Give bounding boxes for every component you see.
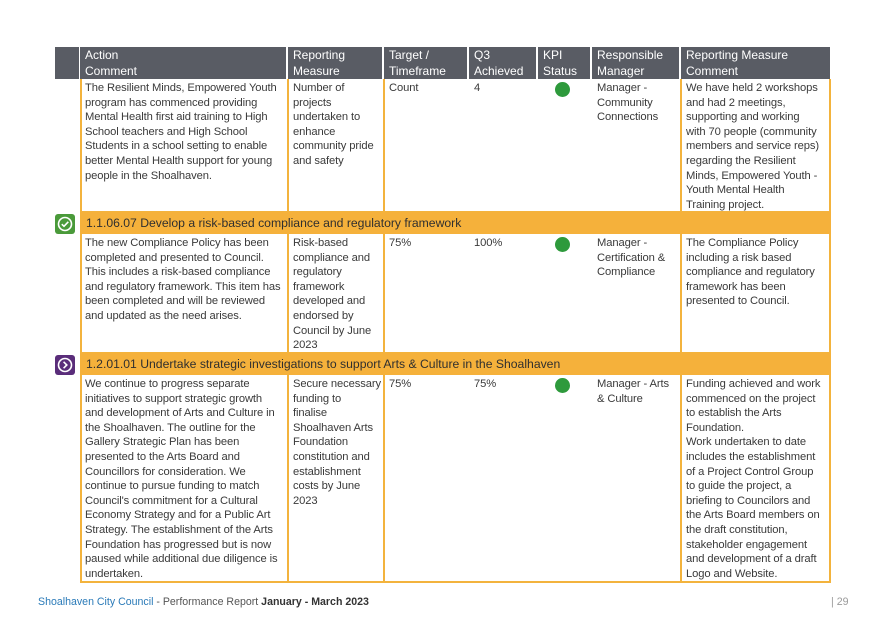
header-action-comment: Action Comment [80, 47, 288, 79]
status-green-indicator [555, 82, 570, 97]
page-footer [38, 596, 369, 608]
row1-target: Count [389, 82, 419, 94]
row1-comment: The Resilient Minds, Empowered Youth program has commenced providing Mental Health first aid training to High School teachers and High School Students in a school setting to enable better Mental Health support for young people in the Shoalhaven. [85, 82, 277, 182]
row2-comment: The new Compliance Policy has been completed and presented to Council. This includes a risk-based compliance and regulatory framework. This item has been completed and will be reviewed and updated as the need arises. [85, 237, 281, 322]
page-number: | 29 [831, 596, 849, 608]
header-responsible-manager: Responsible Manager [592, 47, 681, 79]
column-divider [287, 375, 289, 583]
header-target: Target / Timeframe [384, 47, 469, 79]
row1-manager: Manager - Community Connections [597, 82, 659, 124]
header-reporting-measure: Reporting Measure [288, 47, 384, 79]
column-divider [287, 79, 289, 213]
column-divider [383, 234, 385, 354]
column-divider [680, 375, 682, 583]
row1-measure: Number of projects undertaken to enhance community pride and safety [293, 82, 374, 167]
header-kpi-status: KPI Status [538, 47, 592, 79]
row2-measure: Risk-based compliance and regulatory framework developed and endorsed by Council by June 2023 [293, 237, 372, 352]
row2-manager: Manager - Certification & Compliance [597, 237, 666, 279]
status-green-indicator [555, 378, 570, 393]
status-green-indicator [555, 237, 570, 252]
row1-achieved: 4 [474, 82, 481, 94]
column-divider [680, 79, 682, 213]
table-header [80, 47, 830, 79]
section-title: 1.1.06.07 Develop a risk-based compliance and regulatory framework [80, 212, 831, 234]
column-divider [287, 234, 289, 354]
header-q3-achieved: Q3 Achieved [469, 47, 538, 79]
row3-measure: Secure necessary funding to finalise Shoalhaven Arts Foundation constitution and establishment costs by June 2023 [293, 378, 381, 507]
chevron-right-circle-icon [55, 355, 75, 375]
check-circle-icon [55, 214, 75, 234]
header-rm-comment: Reporting Measure Comment [686, 48, 789, 78]
row2-target: 75% [389, 237, 412, 249]
row2-achieved: 100% [474, 237, 503, 249]
row3-rm-comment: Funding achieved and work commenced on the project to establish the Arts Foundation. Work undertaken to date includes the establishment of a Project Control Group to guide the project, a briefing to Councilors and the Arts Board members on the draft constitution, stakeholder engagement and development of a draft Logo and Website. [686, 378, 821, 580]
row3-target: 75% [389, 378, 412, 390]
row2-rm-comment: The Compliance Policy including a risk based compliance and regulatory framework has been presented to Council. [686, 237, 815, 308]
column-divider [383, 79, 385, 213]
row3-comment: We continue to progress separate initiatives to support strategic growth and development of Arts and Culture in the Shoalhaven. The outline for the Gallery Strategic Plan has been presented to the Arts Board and Councillors for consideration. We continue to pursue funding to match Council's commitment for a Cultural Economy Strategy and for a Public Art Strategy. The establishment of the Arts Foundation has progressed but is now paused while additional due diligence is undertaken. [85, 378, 278, 580]
column-divider [383, 375, 385, 583]
row3-manager: Manager - Arts & Culture [597, 378, 669, 405]
row3-achieved: 75% [474, 378, 497, 390]
row1-rm-comment: We have held 2 workshops and had 2 meetings, supporting and working with 70 people (community members and service reps) regarding the Resilient Minds, Empowered Youth - Youth Mental Health Training project. [686, 82, 820, 211]
column-divider [680, 234, 682, 354]
footer-org: Shoalhaven City Council [38, 596, 154, 608]
header-stub [55, 47, 79, 79]
footer-period: January - March 2023 [261, 596, 369, 608]
section-title: 1.2.01.01 Undertake strategic investigations to support Arts & Culture in the Shoalhaven [80, 353, 831, 375]
footer-label: - Performance Report [153, 596, 262, 608]
